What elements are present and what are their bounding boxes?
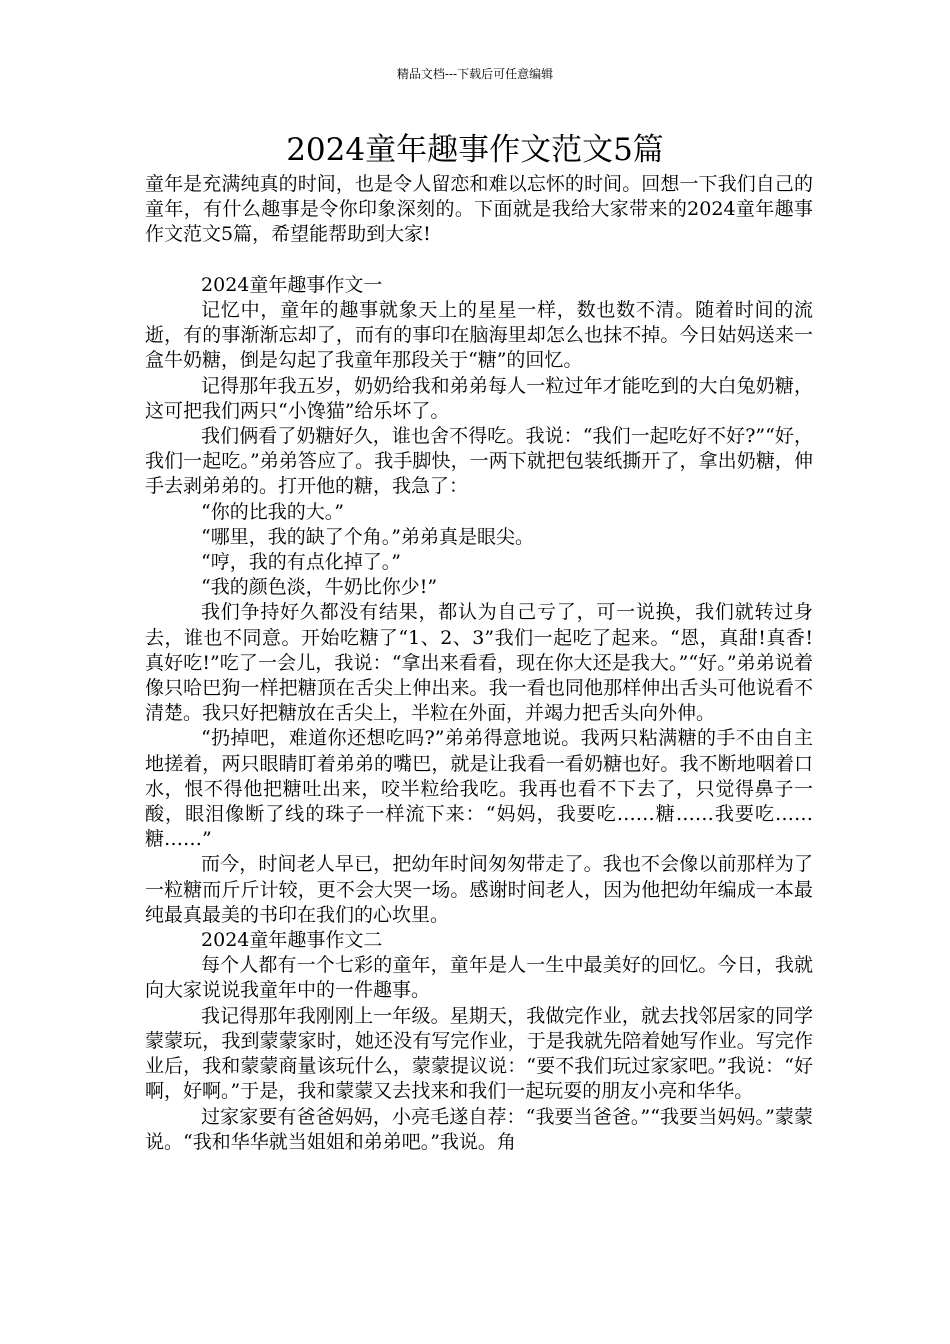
paragraph: 而今，时间老人早已，把幼年时间匆匆带走了。我也不会像以前那样为了一粒糖而斤斤计较，更不会大哭一场。感谢时间老人，因为他把幼年编成一本最纯最真最美的书印在我们的心坎里。 <box>145 853 813 926</box>
paragraph: 记得那年我五岁，奶奶给我和弟弟每人一粒过年才能吃到的大白兔奶糖，这可把我们两只“小馋猫”给乐坏了。 <box>145 374 813 422</box>
paragraph: “哪里，我的缺了个角。”弟弟真是眼尖。 <box>201 525 534 548</box>
paragraph: “我的颜色淡，牛奶比你少!” <box>201 576 438 599</box>
paragraph: 我记得那年我刚刚上一年级。星期天，我做完作业，就去找邻居家的同学蒙蒙玩，我到蒙蒙家时，她还没有写完作业，于是我就先陪着她写作业。写完作业后，我和蒙蒙商量该玩什么，蒙蒙提议说：“要不我们玩过家家吧。”我说：“好啊，好啊。”于是，我和蒙蒙又去找来和我们一起玩耍的朋友小亮和华华。 <box>145 1004 813 1103</box>
paragraph: “你的比我的大。” <box>201 500 344 523</box>
section-heading: 2024童年趣事作文一 <box>201 273 383 296</box>
document-title: 2024童年趣事作文范文5篇 <box>286 132 664 168</box>
paragraph: 我们争持好久都没有结果，都认为自己亏了，可一说换，我们就转过身去，谁也不同意。开始吃糖了“1、2、3”我们一起吃了起来。“恩，真甜!真香!真好吃!”吃了一会儿，我说：“拿出来看看，现在你大还是我大。”“好。”弟弟说着像只哈巴狗一样把糖顶在舌尖上伸出来。我一看也同他那样伸出舌头可他说看不清楚。我只好把糖放在舌尖上，半粒在外面，并竭力把舌头向外伸。 <box>145 601 813 725</box>
paragraph: 记忆中，童年的趣事就象天上的星星一样，数也数不清。随着时间的流逝，有的事渐渐忘却了，而有的事印在脑海里却怎么也抹不掉。今日姑妈送来一盒牛奶糖，倒是勾起了我童年那段关于“糖”的回忆。 <box>145 299 813 372</box>
paragraph: 过家家要有爸爸妈妈，小亮毛遂自荐：“我要当爸爸。”“我要当妈妈。”蒙蒙说。“我和华华就当姐姐和弟弟吧。”我说。角 <box>145 1105 813 1153</box>
document-body <box>145 172 813 1155</box>
paragraph: 每个人都有一个七彩的童年，童年是人一生中最美好的回忆。今日，我就向大家说说我童年中的一件趣事。 <box>145 954 813 1002</box>
intro-paragraph: 童年是充满纯真的时间，也是令人留恋和难以忘怀的时间。回想一下我们自己的童年，有什么趣事是令你印象深刻的。下面就是我给大家带来的2024童年趣事作文范文5篇，希望能帮助到大家! <box>145 173 813 246</box>
paragraph: “扔掉吧，难道你还想吃吗?”弟弟得意地说。我两只粘满糖的手不由自主地搓着，两只眼睛盯着弟弟的嘴巴，就是让我看一看奶糖也好。我不断地咽着口水，恨不得他把糖吐出来，咬半粒给我吃。我再也看不下去了，只觉得鼻子一酸，眼泪像断了线的珠子一样流下来：“妈妈，我要吃……糖……我要吃……糖……” <box>145 727 813 851</box>
page-header: 精品文档---下载后可任意编辑 <box>396 67 554 81</box>
paragraph: 我们俩看了奶糖好久，谁也舍不得吃。我说：“我们一起吃好不好?”“好，我们一起吃。”弟弟答应了。我手脚快，一两下就把包装纸撕开了，拿出奶糖，伸手去剥弟弟的。打开他的糖，我急了： <box>145 425 813 498</box>
paragraph: “哼，我的有点化掉了。” <box>201 551 401 574</box>
section-heading: 2024童年趣事作文二 <box>201 929 383 952</box>
